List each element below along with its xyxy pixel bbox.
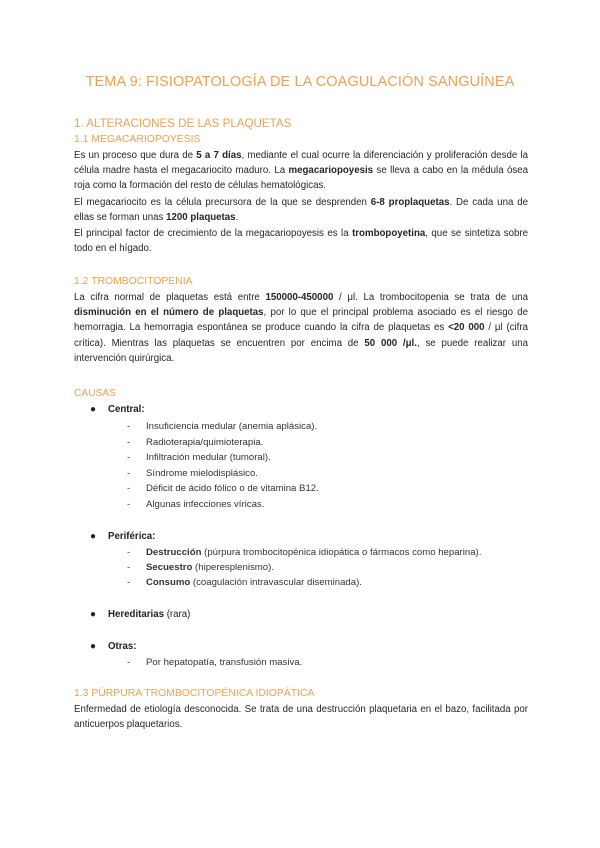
bullet-periferica: ● Periférica: — [90, 531, 156, 542]
paragraph-megacariopoyesis-1: Es un proceso que dura de 5 a 7 días, mediante el cual ocurre la diferenciación y proliferación desde la célula madre hasta el megacariocito maduro. La megacariopoyesis se lleva a cabo en la médula ósea roja como la formación del resto de células hematológicas. — [74, 150, 529, 192]
list-item: - Algunas infecciones víricas. — [127, 499, 265, 510]
bullet-central: ● Central: — [90, 404, 145, 415]
subsection-heading-trombocitopenia: 1.2 TROMBOCITOPENIA — [74, 276, 193, 287]
list-item: - Déficit de ácido fólico o de vitamina B12. — [127, 483, 319, 494]
paragraph-megacariopoyesis-3: El principal factor de crecimiento de la megacariopoyesis es la trombopoyetina, que se sintetiza sobre todo en el hígado. — [74, 228, 528, 255]
list-item: - Secuestro (hiperesplenismo). — [127, 562, 274, 573]
list-item: - Por hepatopatía, transfusión masiva. — [127, 657, 303, 668]
subsection-heading-megacariopoyesis: 1.1 MEGACARIOPOYESIS — [74, 134, 201, 145]
list-item: - Consumo (coagulación intravascular diseminada). — [127, 577, 362, 588]
list-item: - Insuficiencia medular (anemia aplásica). — [127, 421, 318, 432]
list-item: - Destrucción (púrpura trombocitopénica idiopática o fármacos como heparina). — [127, 547, 482, 558]
list-item: - Infiltración medular (tumoral). — [127, 452, 271, 463]
bullet-otras: ● Otras: — [90, 641, 137, 652]
subsection-heading-purpura: 1.3 PÚRPURA TROMBOCITOPÉNICA IDIOPÁTICA — [74, 688, 315, 699]
page-title: TEMA 9: FISIOPATOLOGÍA DE LA COAGULACIÓN SANGUÍNEA — [85, 74, 515, 90]
paragraph-trombocitopenia: La cifra normal de plaquetas está entre 150000-450000 / μl. La trombocitopenia se trata de una disminución en el número de plaquetas, por lo que el principal problema asociado es el riesgo de hemorragia. La hemorragia espontánea se produce cuando la cifra de plaquetas es <20 000 / μl (cifra crítica). Mientras las plaquetas se encuentren por encima de 50 000 /μl., se puede realizar una intervención quirúrgica. — [74, 292, 528, 364]
section-heading: 1. ALTERACIONES DE LAS PLAQUETAS — [74, 117, 292, 130]
list-item: - Radioterapia/quimioterapia. — [127, 437, 264, 448]
paragraph-purpura: Enfermedad de etiología desconocida. Se trata de una destrucción plaquetaria en el bazo, facilitada por anticuerpos plaquetarios. — [74, 704, 528, 731]
list-item: - Síndrome mielodisplásico. — [127, 468, 258, 479]
causas-heading: CAUSAS — [74, 388, 116, 399]
bullet-hereditarias: ● Hereditarias (rara) — [90, 609, 191, 620]
paragraph-megacariopoyesis-2: El megacariocito es la célula precursora de la que se desprenden 6-8 proplaquetas. De cada una de ellas se forman unas 1200 plaquetas. — [74, 197, 528, 224]
